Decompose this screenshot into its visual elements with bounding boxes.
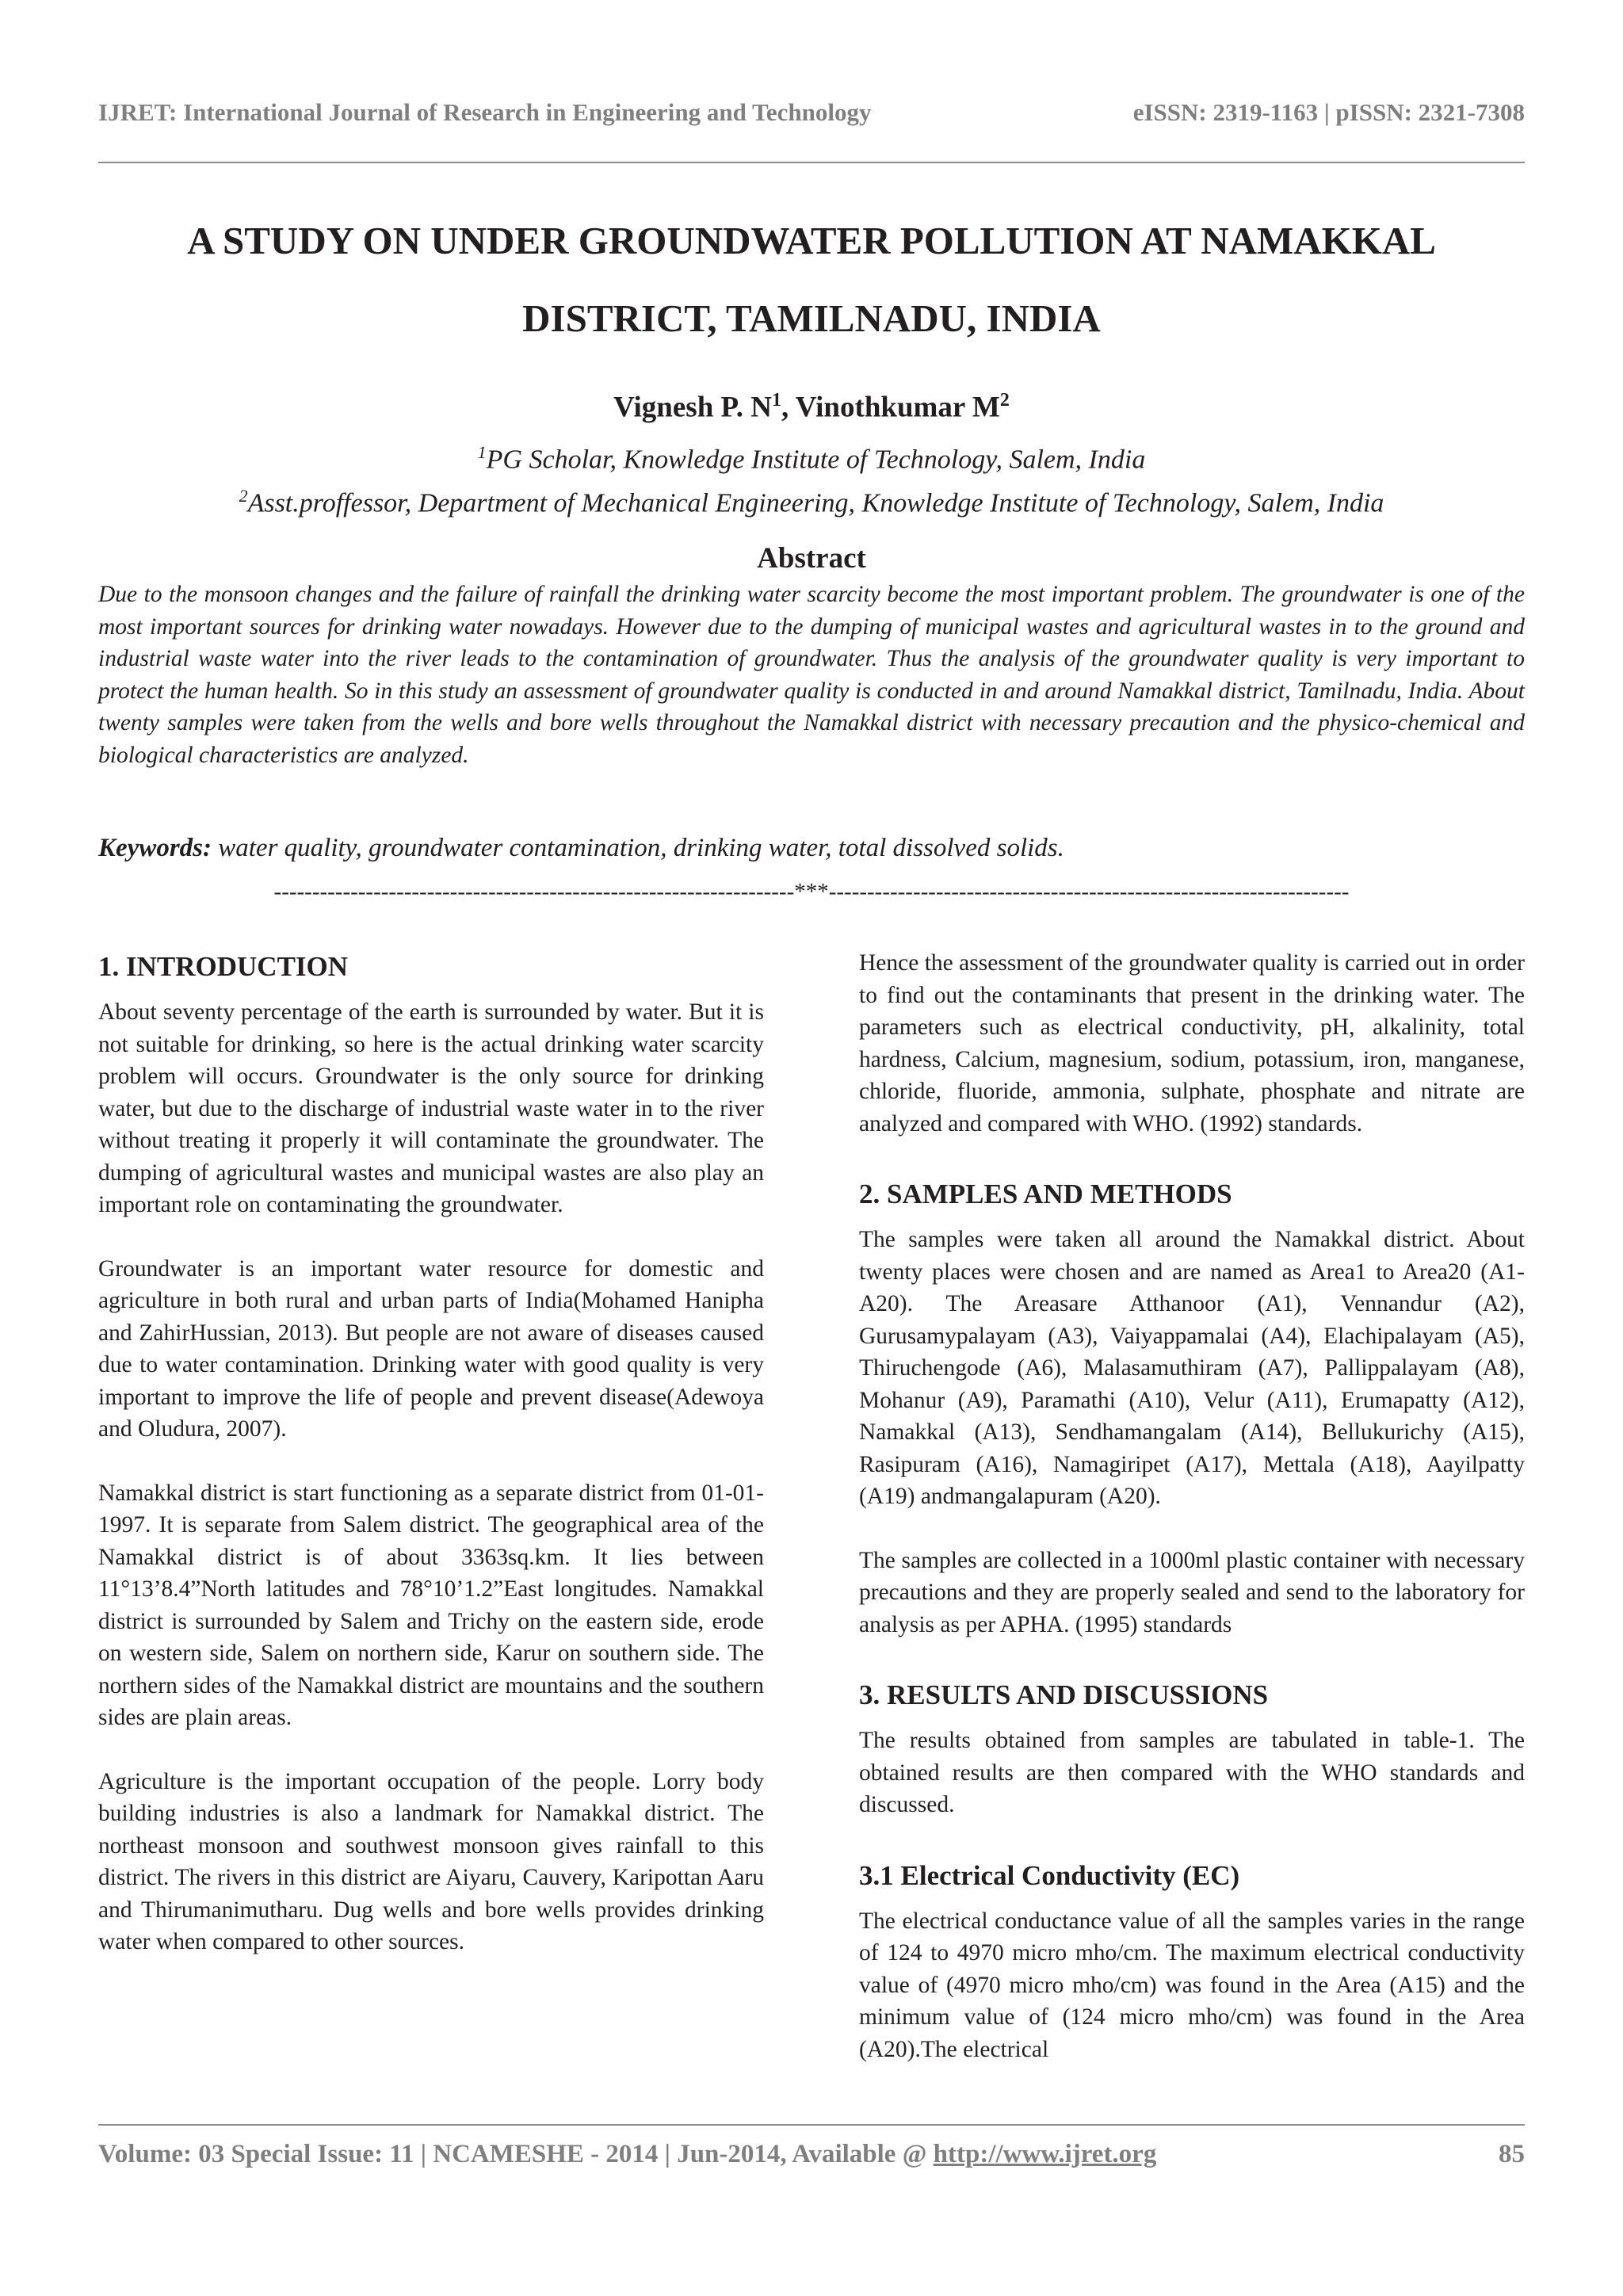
paper-title xyxy=(98,202,1525,357)
journal-link[interactable]: http://www.ijret.org xyxy=(933,2140,1157,2168)
left-column xyxy=(98,947,764,1958)
affiliation-superscript: 1 xyxy=(477,442,487,462)
title-line-1: A STUDY ON UNDER GROUNDWATER POLLUTION AT NAMAKKAL xyxy=(187,219,1436,262)
page-footer xyxy=(98,2140,1525,2179)
footer-text: Volume: 03 Special Issue: 11 | NCAMESHE - 2014 | Jun-2014, Available @ xyxy=(98,2140,934,2168)
body-paragraph: The samples were taken all around the Namakkal district. About twenty places were chosen and are named as Area1 to Area20 (A1-A20). The Areasare Atthanoor (A1), Vennandur (A2), Gurusamypalayam (A3), Vaiyappamalai (A4), Elachipalayam (A5), Thiruchengode (A6), Malasamuthiram (A7), Pallippalayam (A8), Mohanur (A9), Paramathi (A10), Velur (A11), Erumapatty (A12), Namakkal (A13), Sendhamangalam (A14), Bellukurichy (A15), Rasipuram (A16), Namagiripet (A17), Mettala (A18), Aayilpatty (A19) andmangalapuram (A20). xyxy=(859,1227,1525,1509)
title-line-2: DISTRICT, TAMILNADU, INDIA xyxy=(522,296,1101,340)
affiliation-1 xyxy=(98,434,1525,478)
author-name: Vinothkumar M xyxy=(795,391,1000,424)
body-paragraph: About seventy percentage of the earth is surrounded by water. But it is not suitable for drinking, so here is the actual drinking water scarcity problem will occurs. Groundwater is the only source for drinking water, but due to the discharge of industrial waste water in to the river without treating it properly it will contaminate the groundwater. The dumping of agricultural wastes and municipal wastes are also play an important role on contaminating the groundwater. xyxy=(98,999,764,1217)
body-paragraph: The results obtained from samples are tabulated in table-1. The obtained results are then compared with the WHO standards and discussed. xyxy=(859,1728,1525,1817)
results-heading: 3. RESULTS AND DISCUSSIONS xyxy=(859,1679,1269,1710)
footer-info xyxy=(98,2140,1156,2169)
author-superscript: 2 xyxy=(999,390,1010,411)
running-header xyxy=(98,98,1525,133)
page-number: 85 xyxy=(1499,2140,1525,2168)
footer-rule xyxy=(98,2124,1525,2126)
body-paragraph: Hence the assessment of the groundwater quality is carried out in order to find out the contaminants that present in the drinking water. The parameters such as electrical conductivity, pH, alkalinity, total hardness, Calcium, magnesium, sodium, potassium, iron, manganese, chloride, fluoride, ammonia, sulphate, phosphate and nitrate are analyzed and compared with WHO. (1992) standards. xyxy=(859,950,1525,1137)
keywords-text: water quality, groundwater contamination, drinking water, total dissolved solids. xyxy=(212,834,1064,862)
body-paragraph: Groundwater is an important water resource for domestic and agriculture in both rural and urban parts of India(Mohamed Hanipha and ZahirHussian, 2013). But people are not aware of diseases caused due to water contamination. Drinking water with good quality is very important to improve the life of people and prevent disease(Adewoya and Oludura, 2007). xyxy=(98,1255,764,1442)
issn-numbers: eISSN: 2319-1163 | pISSN: 2321-7308 xyxy=(1132,98,1525,126)
affiliation-2 xyxy=(98,478,1525,521)
abstract-body: Due to the monsoon changes and the failure of rainfall the drinking water scarcity become the most important problem. The groundwater is one of the most important sources for drinking water nowadays. However due to the dumping of municipal wastes and agricultural wastes in to the ground and industrial waste water into the river leads to the contamination of groundwater. Thus the analysis of the groundwater quality is very important to protect the human health. So in this study an assessment of groundwater quality is conducted in and around Namakkal district, Tamilnadu, India. About twenty samples were taken from the wells and bore wells throughout the Namakkal district with necessary precaution and the physico-chemical and biological characteristics are analyzed. xyxy=(98,582,1525,768)
methods-heading: 2. SAMPLES AND METHODS xyxy=(859,1179,1232,1209)
introduction-heading: 1. INTRODUCTION xyxy=(98,951,349,982)
affiliation-list xyxy=(98,434,1525,522)
affiliation-text: Asst.proffessor, Department of Mechanical Engineering, Knowledge Institute of Technology, Salem, India xyxy=(247,488,1384,518)
body-paragraph: Agriculture is the important occupation of the people. Lorry body building industries is also a landmark for Namakkal district. The northeast monsoon and southwest monsoon gives rainfall to this district. The rivers in this district are Aiyaru, Cauvery, Karipottan Aaru and Thirumanimutharu. Dug wells and bore wells provides drinking water when compared to other sources. xyxy=(98,1768,764,1954)
ec-subheading: 3.1 Electrical Conductivity (EC) xyxy=(859,1859,1240,1891)
keywords-line xyxy=(98,828,1525,868)
author-name: Vignesh P. N xyxy=(613,391,772,424)
author-superscript: 1 xyxy=(771,390,781,411)
body-paragraph: The samples are collected in a 1000ml plastic container with necessary precautions and they are properly sealed and send to the laboratory for analysis as per APHA. (1995) standards xyxy=(859,1547,1525,1637)
journal-name: IJRET: International Journal of Research in Engineering and Technology xyxy=(98,98,872,126)
abstract-heading: Abstract xyxy=(757,542,866,575)
author-list: Vignesh P. $N^1$, Vinothkumar $M^2$ xyxy=(613,390,1010,424)
affiliation-text: PG Scholar, Knowledge Institute of Technology, Salem, India xyxy=(486,445,1146,475)
affiliation-superscript: 2 xyxy=(239,486,248,506)
right-column xyxy=(859,947,1525,2065)
body-paragraph: Namakkal district is start functioning as a separate district from 01-01-1997. It is separate from Salem district. The geographical area of the Namakkal district is of about 3363sq.km. It lies between 11°13’8.4”North latitudes and 78°10’1.2”East longitudes. Namakkal district is surrounded by Salem and Trichy on the eastern side, erode on western side, Salem on northern side, Karur on southern side. The northern sides of the Namakkal district are mountains and the southern sides are plain areas. xyxy=(98,1480,764,1730)
keywords-label: Keywords: xyxy=(98,834,212,862)
section-separator: --------------------------------------------------------------------***-------------------------------------------------------------------- xyxy=(273,879,1350,904)
header-rule xyxy=(98,162,1525,163)
body-paragraph: The electrical conductance value of all the samples varies in the range of 124 to 4970 micro mho/cm. The maximum electrical conductivity value of (4970 micro mho/cm) was found in the Area (A15) and the minimum value of (124 micro mho/cm) was found in the Area (A20).The electrical xyxy=(859,1908,1525,2062)
